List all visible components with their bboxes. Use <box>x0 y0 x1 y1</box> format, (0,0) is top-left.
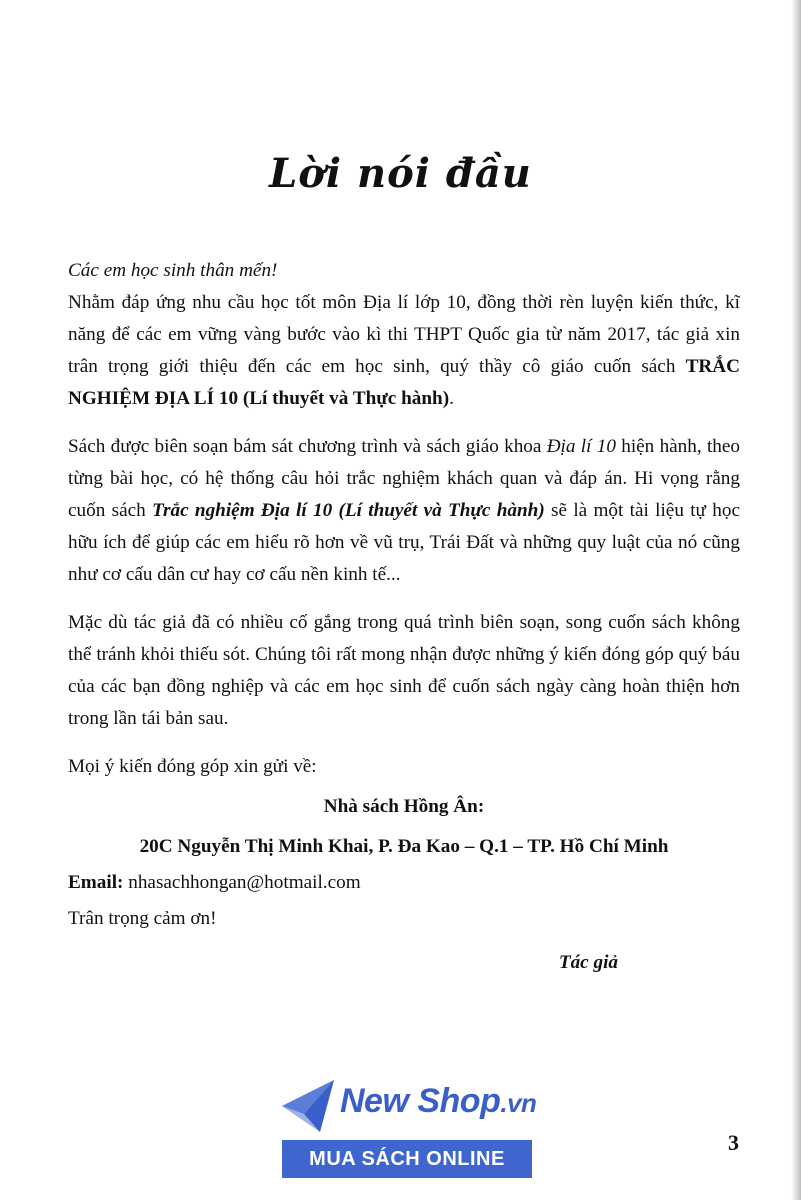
paper-plane-icon <box>280 1076 336 1136</box>
paragraph-1: Nhằm đáp ứng nhu cầu học tốt môn Địa lí lớp 10, đồng thời rèn luyện kiến thức, kĩ năng để các em vững vàng bước vào kì thi THPT Quốc gia từ năm 2017, tác giả xin trân trọng giới thiệu đến các em học sinh, quý thầy cô giáo cuốn sách TRẮC NGHIỆM ĐỊA LÍ 10 (Lí thuyết và Thực hành). <box>68 292 740 409</box>
email-value: nhasachhongan@hotmail.com <box>128 872 361 893</box>
book-title-italic: Trắc nghiệm Địa lí 10 (Lí thuyết và Thực hành) <box>152 500 545 521</box>
publisher-address: 20C Nguyễn Thị Minh Khai, P. Đa Kao – Q.1 – TP. Hồ Chí Minh <box>139 836 669 857</box>
page-title: Lời nói đầu <box>269 150 532 197</box>
newshop-watermark <box>280 1076 540 1180</box>
publisher-name: Nhà sách Hồng Ân: <box>323 796 485 817</box>
paragraph-2: Sách được biên soạn bám sát chương trình và sách giáo khoa Địa lí 10 hiện hành, theo từng bài học, có hệ thống câu hỏi trắc nghiệm khách quan và đáp án. Hi vọng rằng cuốn sách Trắc nghiệm Địa lí 10 (Lí thuyết và Thực hành) sẽ là một tài liệu tự học hữu ích để giúp các em hiểu rõ hơn về vũ trụ, Trái Đất và những quy luật của nó cũng như cơ cấu dân cư hay cơ cấu nền kinh tế... <box>68 436 740 585</box>
book-title: TRẮC NGHIỆM ĐỊA LÍ 10 (Lí thuyết và Thực hành) <box>68 356 740 409</box>
brand-banner: MUA SÁCH ONLINE <box>282 1140 532 1178</box>
preface-body <box>68 255 740 979</box>
contact-intro: Mọi ý kiến đóng góp xin gửi về: <box>68 756 317 777</box>
email-label: Email: <box>68 872 124 893</box>
signature: Tác giả <box>558 952 618 973</box>
page-number: 3 <box>728 1130 739 1155</box>
paragraph-3: Mặc dù tác giả đã có nhiều cố gắng trong quá trình biên soạn, song cuốn sách không thể tránh khỏi thiếu sót. Chúng tôi rất mong nhận được những ý kiến đóng góp quý báu của các bạn đồng nghiệp và các em học sinh để cuốn sách ngày càng hoàn thiện hơn trong lần tái bản sau. <box>68 612 740 729</box>
thanks: Trân trọng cảm ơn! <box>68 908 217 929</box>
book-subject: Địa lí 10 <box>546 436 616 457</box>
email-line <box>68 867 740 899</box>
brand-name: New Shop.vn <box>340 1082 537 1120</box>
greeting: Các em học sinh thân mến! <box>68 260 278 281</box>
